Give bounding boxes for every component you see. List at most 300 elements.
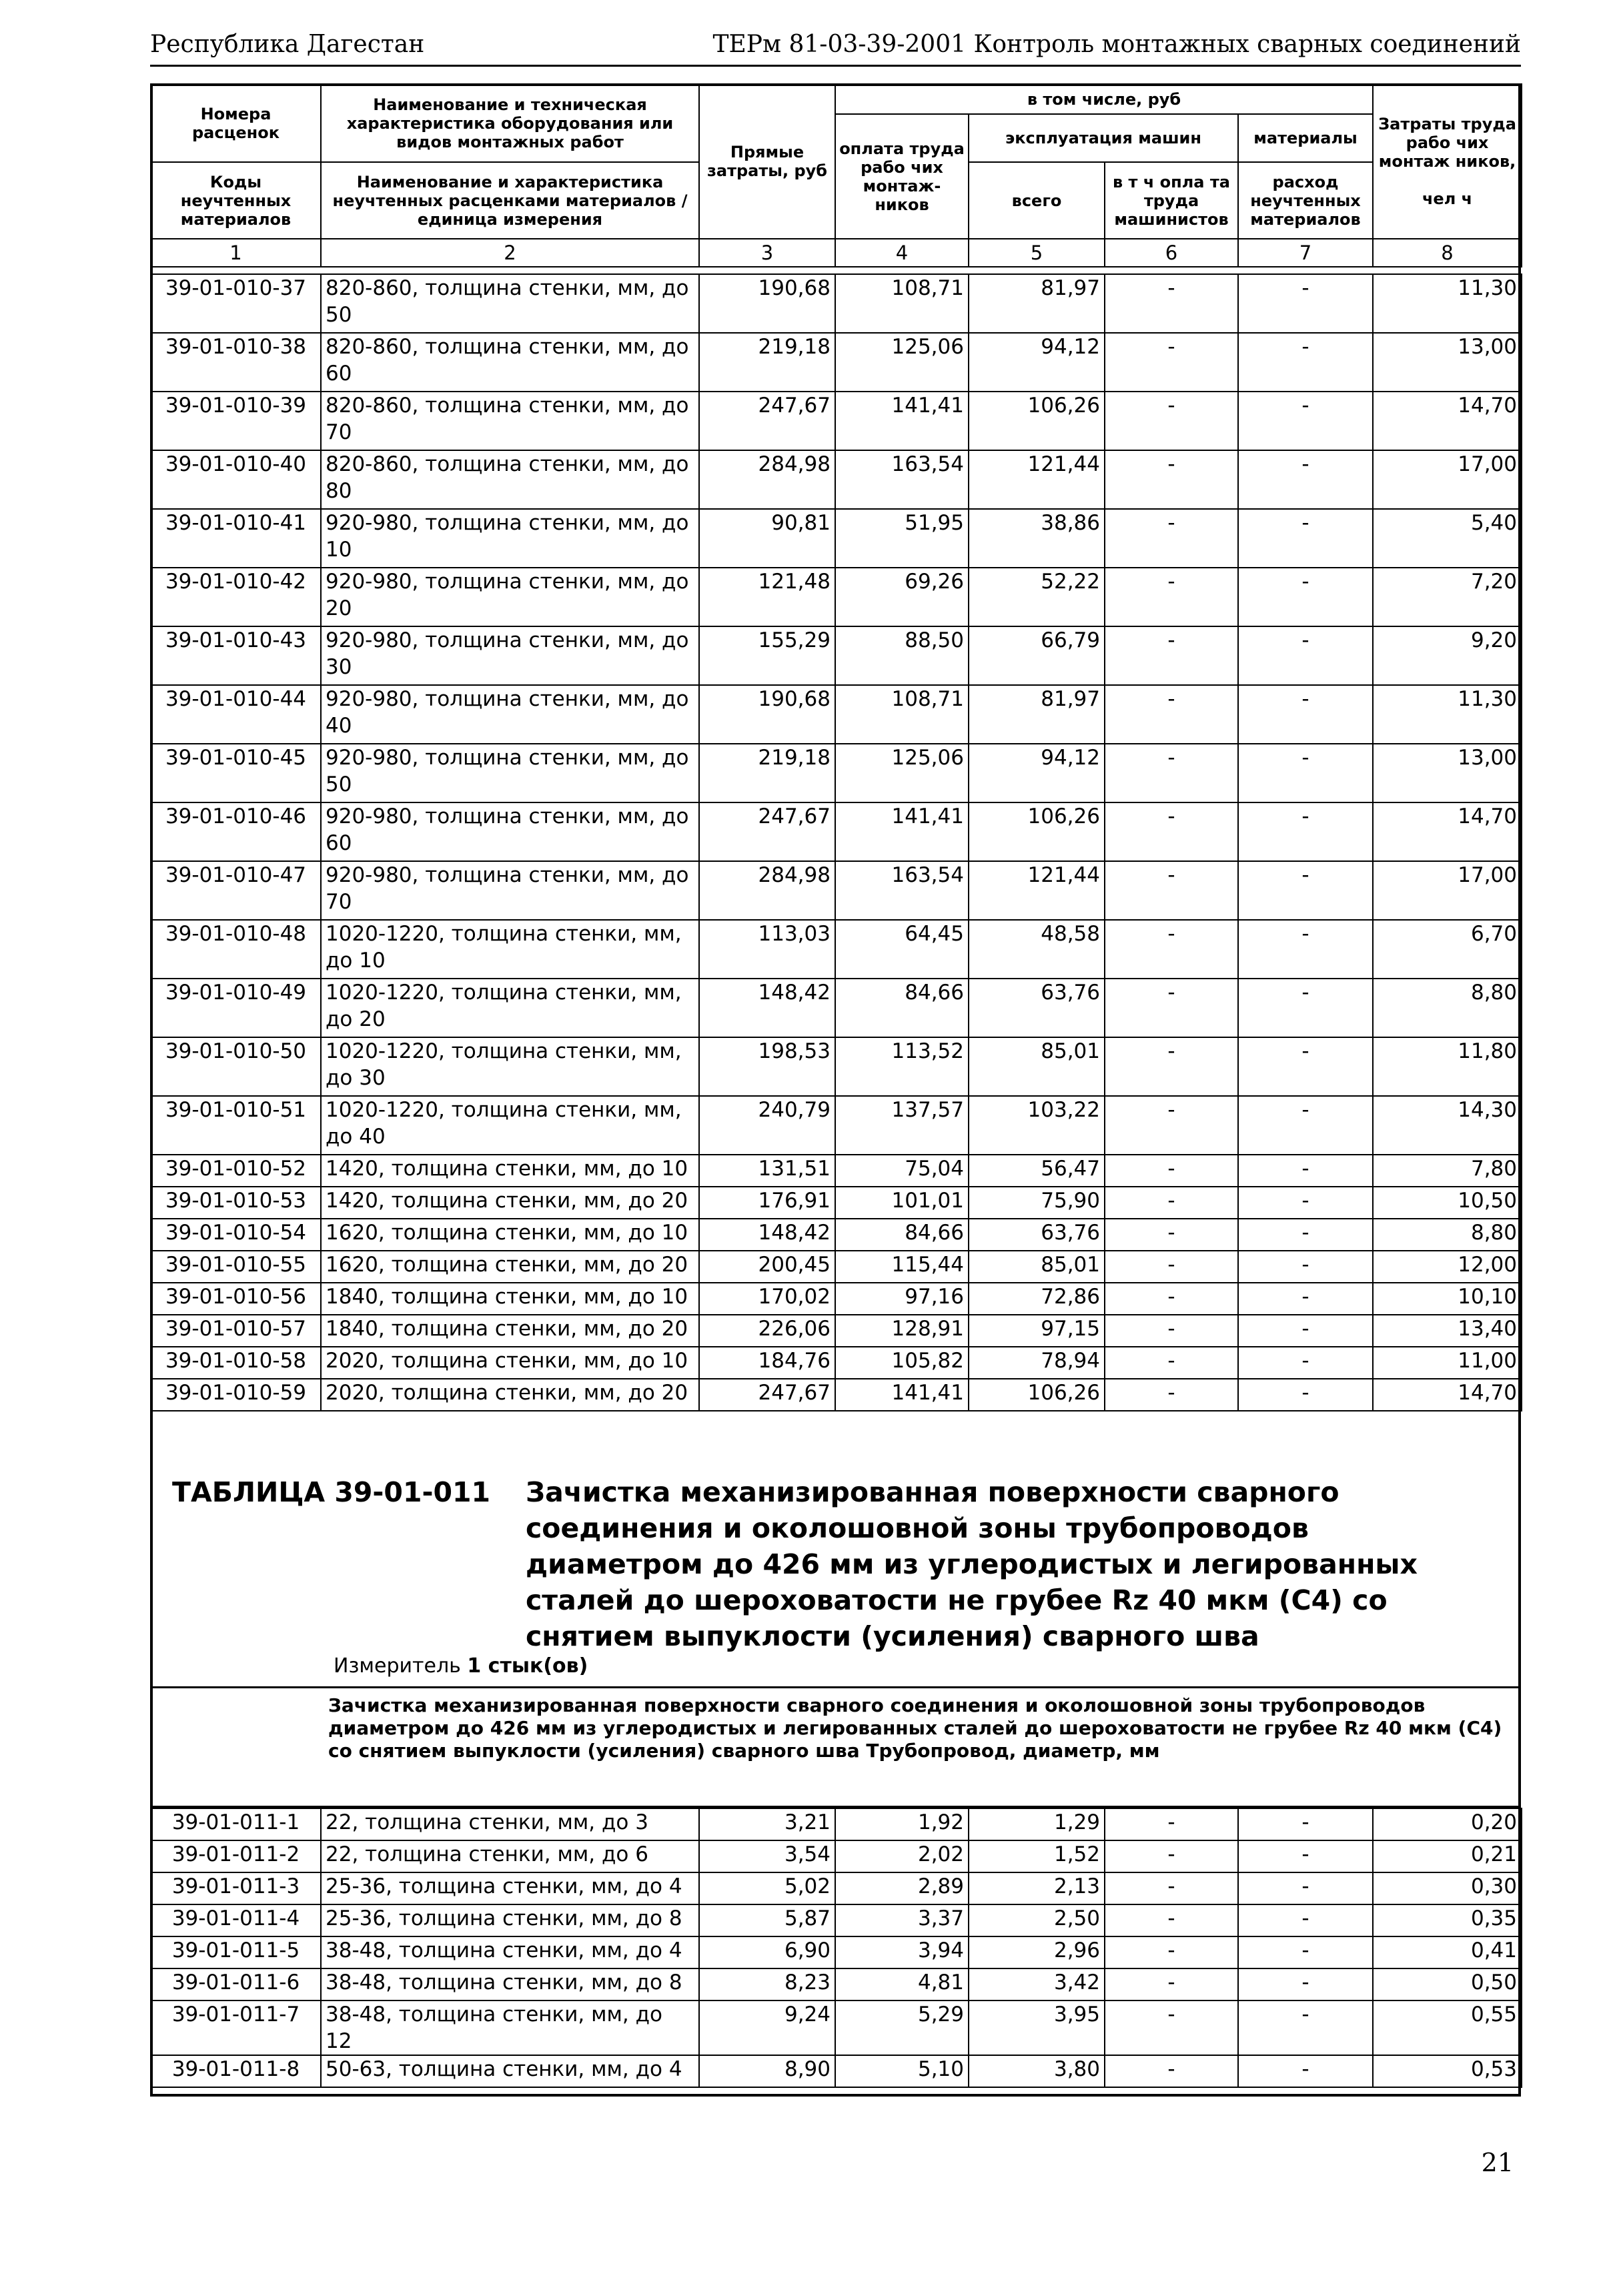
labor-costs: 10,10: [1373, 1283, 1522, 1315]
labor-costs: 11,30: [1373, 685, 1522, 744]
labor-costs: 0,21: [1373, 1840, 1522, 1872]
work-description: 1020-1220, толщина стенки, мм, до 40: [321, 1096, 699, 1155]
work-description: 1620, толщина стенки, мм, до 10: [321, 1219, 699, 1251]
work-description: 820-860, толщина стенки, мм, до 70: [321, 392, 699, 450]
direct-costs: 8,90: [699, 2055, 835, 2087]
work-description: 920-980, толщина стенки, мм, до 70: [321, 861, 699, 920]
worker-wages: 75,04: [835, 1155, 969, 1187]
worker-wages: 1,92: [835, 1808, 969, 1840]
header-machines: эксплуатация машин: [969, 114, 1238, 162]
rate-code: 39-01-010-40: [151, 450, 321, 509]
work-description: 1420, толщина стенки, мм, до 10: [321, 1155, 699, 1187]
worker-wages: 97,16: [835, 1283, 969, 1315]
worker-wages: 163,54: [835, 450, 969, 509]
materials-cost: -: [1238, 509, 1373, 568]
machine-costs: 75,90: [969, 1187, 1105, 1219]
table-row: [151, 1219, 1522, 1251]
machine-costs: 78,94: [969, 1347, 1105, 1379]
machine-costs: 1,52: [969, 1840, 1105, 1872]
machinist-wages: -: [1105, 392, 1238, 450]
labor-costs: 0,35: [1373, 1904, 1522, 1936]
header-direct-costs: Прямые затраты, руб: [699, 84, 835, 239]
rate-code: 39-01-010-48: [151, 920, 321, 979]
worker-wages: 64,45: [835, 920, 969, 979]
header-machinist-wages: в т ч опла та труда машинистов: [1105, 162, 1238, 239]
machine-costs: 103,22: [969, 1096, 1105, 1155]
machine-costs: 106,26: [969, 392, 1105, 450]
machinist-wages: -: [1105, 450, 1238, 509]
column-number: 3: [699, 239, 835, 267]
rate-code: 39-01-011-8: [151, 2055, 321, 2087]
labor-costs: 13,00: [1373, 744, 1522, 802]
worker-wages: 88,50: [835, 626, 969, 685]
worker-wages: 84,66: [835, 1219, 969, 1251]
machinist-wages: -: [1105, 1283, 1238, 1315]
table-011-label: ТАБЛИЦА 39-01-011: [172, 1476, 491, 1508]
rate-code: 39-01-011-5: [151, 1936, 321, 1968]
header-labor-costs: [1373, 84, 1522, 239]
work-description: 1840, толщина стенки, мм, до 10: [321, 1283, 699, 1315]
table-row: [151, 744, 1522, 802]
header-unaccounted-materials: расход неучтенных материалов: [1238, 162, 1373, 239]
worker-wages: 51,95: [835, 509, 969, 568]
direct-costs: 226,06: [699, 1315, 835, 1347]
rate-code: 39-01-011-4: [151, 1904, 321, 1936]
work-description: 22, толщина стенки, мм, до 3: [321, 1808, 699, 1840]
materials-cost: -: [1238, 861, 1373, 920]
machinist-wages: -: [1105, 1968, 1238, 2000]
table-row: [151, 333, 1522, 392]
materials-cost: -: [1238, 2000, 1373, 2055]
machine-costs: 106,26: [969, 1379, 1105, 1411]
rate-code: 39-01-010-37: [151, 274, 321, 333]
table-row: [151, 1251, 1522, 1283]
worker-wages: 5,10: [835, 2055, 969, 2087]
header-col2-top: Наименование и техническая характеристика оборудования или видов монтажных работ: [321, 84, 699, 162]
worker-wages: 84,66: [835, 979, 969, 1037]
table-row: [151, 1840, 1522, 1872]
header-col2-bottom: Наименование и характеристика неучтенных расценками материалов / единица измерения: [321, 162, 699, 239]
machinist-wages: -: [1105, 509, 1238, 568]
worker-wages: 2,89: [835, 1872, 969, 1904]
machine-costs: 3,80: [969, 2055, 1105, 2087]
machinist-wages: -: [1105, 2055, 1238, 2087]
direct-costs: 148,42: [699, 979, 835, 1037]
table-row: [151, 861, 1522, 920]
table-row: [151, 509, 1522, 568]
measure-value: 1 стык(ов): [467, 1654, 588, 1678]
worker-wages: 141,41: [835, 392, 969, 450]
machinist-wages: -: [1105, 1872, 1238, 1904]
work-description: 920-980, толщина стенки, мм, до 60: [321, 802, 699, 861]
header-labor-costs-text: Затраты труда рабо чих монтаж ников,: [1378, 115, 1516, 171]
table-row: [151, 1379, 1522, 1411]
machinist-wages: -: [1105, 626, 1238, 685]
machine-costs: 81,97: [969, 685, 1105, 744]
worker-wages: 3,37: [835, 1904, 969, 1936]
table-row: [151, 2055, 1522, 2087]
direct-costs: 6,90: [699, 1936, 835, 1968]
materials-cost: -: [1238, 1808, 1373, 1840]
rate-code: 39-01-011-6: [151, 1968, 321, 2000]
rates-table-010: [150, 273, 1522, 1411]
worker-wages: 163,54: [835, 861, 969, 920]
page-header: [150, 28, 1521, 67]
work-description: 1020-1220, толщина стенки, мм, до 10: [321, 920, 699, 979]
work-description: 820-860, толщина стенки, мм, до 60: [321, 333, 699, 392]
direct-costs: 155,29: [699, 626, 835, 685]
machinist-wages: -: [1105, 1808, 1238, 1840]
rate-code: 39-01-011-7: [151, 2000, 321, 2055]
table-row: [151, 1808, 1522, 1840]
rate-code: 39-01-010-44: [151, 685, 321, 744]
materials-cost: -: [1238, 920, 1373, 979]
rate-code: 39-01-010-57: [151, 1315, 321, 1347]
labor-costs: 17,00: [1373, 861, 1522, 920]
table-row: [151, 2000, 1522, 2055]
work-description: 820-860, толщина стенки, мм, до 50: [321, 274, 699, 333]
column-number: 1: [151, 239, 321, 267]
direct-costs: 184,76: [699, 1347, 835, 1379]
rate-code: 39-01-010-43: [151, 626, 321, 685]
worker-wages: 125,06: [835, 744, 969, 802]
work-description: 38-48, толщина стенки, мм, до 4: [321, 1936, 699, 1968]
direct-costs: 148,42: [699, 1219, 835, 1251]
rate-code: 39-01-010-53: [151, 1187, 321, 1219]
machine-costs: 121,44: [969, 450, 1105, 509]
column-number: 2: [321, 239, 699, 267]
materials-cost: -: [1238, 333, 1373, 392]
worker-wages: 3,94: [835, 1936, 969, 1968]
materials-cost: -: [1238, 1904, 1373, 1936]
direct-costs: 131,51: [699, 1155, 835, 1187]
machine-costs: 2,96: [969, 1936, 1105, 1968]
work-description: 38-48, толщина стенки, мм, до 8: [321, 1968, 699, 2000]
header-col1-bottom: Коды неучтенных материалов: [151, 162, 321, 239]
table-row: [151, 392, 1522, 450]
machine-costs: 94,12: [969, 744, 1105, 802]
machinist-wages: -: [1105, 1840, 1238, 1872]
machine-costs: 94,12: [969, 333, 1105, 392]
direct-costs: 200,45: [699, 1251, 835, 1283]
rate-code: 39-01-010-51: [151, 1096, 321, 1155]
direct-costs: 8,23: [699, 1968, 835, 2000]
column-number: 4: [835, 239, 969, 267]
machinist-wages: -: [1105, 274, 1238, 333]
labor-costs: 0,55: [1373, 2000, 1522, 2055]
machine-costs: 121,44: [969, 861, 1105, 920]
materials-cost: -: [1238, 979, 1373, 1037]
labor-costs: 17,00: [1373, 450, 1522, 509]
direct-costs: 3,21: [699, 1808, 835, 1840]
work-description: 50-63, толщина стенки, мм, до 4: [321, 2055, 699, 2087]
table-row: [151, 1968, 1522, 2000]
direct-costs: 240,79: [699, 1096, 835, 1155]
rate-code: 39-01-010-49: [151, 979, 321, 1037]
direct-costs: 219,18: [699, 333, 835, 392]
machinist-wages: -: [1105, 1936, 1238, 1968]
header-materials: материалы: [1238, 114, 1373, 162]
materials-cost: -: [1238, 685, 1373, 744]
table-row: [151, 1315, 1522, 1347]
machine-costs: 106,26: [969, 802, 1105, 861]
direct-costs: 247,67: [699, 802, 835, 861]
materials-cost: -: [1238, 2055, 1373, 2087]
table-header: [150, 83, 1522, 267]
direct-costs: 284,98: [699, 450, 835, 509]
machine-costs: 38,86: [969, 509, 1105, 568]
labor-costs: 0,53: [1373, 2055, 1522, 2087]
column-number: 5: [969, 239, 1105, 267]
labor-costs: 0,20: [1373, 1808, 1522, 1840]
worker-wages: 2,02: [835, 1840, 969, 1872]
materials-cost: -: [1238, 1155, 1373, 1187]
machine-costs: 52,22: [969, 568, 1105, 626]
materials-cost: -: [1238, 1187, 1373, 1219]
materials-cost: -: [1238, 392, 1373, 450]
work-description: 920-980, толщина стенки, мм, до 30: [321, 626, 699, 685]
machinist-wages: -: [1105, 861, 1238, 920]
table-row: [151, 450, 1522, 509]
table-row: [151, 1037, 1522, 1096]
direct-costs: 3,54: [699, 1840, 835, 1872]
machine-costs: 97,15: [969, 1315, 1105, 1347]
worker-wages: 113,52: [835, 1037, 969, 1096]
rate-code: 39-01-011-1: [151, 1808, 321, 1840]
worker-wages: 137,57: [835, 1096, 969, 1155]
machine-costs: 1,29: [969, 1808, 1105, 1840]
header-document-title: ТЕРм 81-03-39-2001 Контроль монтажных сварных соединений: [712, 31, 1521, 58]
direct-costs: 247,67: [699, 1379, 835, 1411]
machine-costs: 56,47: [969, 1155, 1105, 1187]
rate-code: 39-01-010-54: [151, 1219, 321, 1251]
labor-costs: 11,80: [1373, 1037, 1522, 1096]
labor-costs: 0,50: [1373, 1968, 1522, 2000]
machinist-wages: -: [1105, 979, 1238, 1037]
machinist-wages: -: [1105, 333, 1238, 392]
worker-wages: 141,41: [835, 802, 969, 861]
table-row: [151, 626, 1522, 685]
rate-code: 39-01-010-50: [151, 1037, 321, 1096]
machinist-wages: -: [1105, 1037, 1238, 1096]
worker-wages: 115,44: [835, 1251, 969, 1283]
rates-table-011: [150, 1808, 1522, 2088]
machine-costs: 63,76: [969, 979, 1105, 1037]
rate-code: 39-01-010-56: [151, 1283, 321, 1315]
table-row: [151, 1096, 1522, 1155]
materials-cost: -: [1238, 1219, 1373, 1251]
table-row: [151, 1904, 1522, 1936]
machinist-wages: -: [1105, 1379, 1238, 1411]
machinist-wages: -: [1105, 920, 1238, 979]
work-description: 1020-1220, толщина стенки, мм, до 30: [321, 1037, 699, 1096]
machine-costs: 2,50: [969, 1904, 1105, 1936]
labor-costs: 0,30: [1373, 1872, 1522, 1904]
rate-code: 39-01-010-41: [151, 509, 321, 568]
materials-cost: -: [1238, 568, 1373, 626]
machinist-wages: -: [1105, 802, 1238, 861]
worker-wages: 4,81: [835, 1968, 969, 2000]
machine-costs: 2,13: [969, 1872, 1105, 1904]
header-region: Республика Дагестан: [150, 31, 425, 58]
direct-costs: 247,67: [699, 392, 835, 450]
direct-costs: 176,91: [699, 1187, 835, 1219]
materials-cost: -: [1238, 1379, 1373, 1411]
labor-costs: 6,70: [1373, 920, 1522, 979]
work-description: 920-980, толщина стенки, мм, до 20: [321, 568, 699, 626]
worker-wages: 141,41: [835, 1379, 969, 1411]
work-description: 1420, толщина стенки, мм, до 20: [321, 1187, 699, 1219]
labor-costs: 7,20: [1373, 568, 1522, 626]
machinist-wages: -: [1105, 568, 1238, 626]
labor-costs: 8,80: [1373, 1219, 1522, 1251]
materials-cost: -: [1238, 1096, 1373, 1155]
machinist-wages: -: [1105, 1347, 1238, 1379]
table-row: [151, 1872, 1522, 1904]
materials-cost: -: [1238, 1283, 1373, 1315]
labor-costs: 14,70: [1373, 802, 1522, 861]
direct-costs: 9,24: [699, 2000, 835, 2055]
direct-costs: 219,18: [699, 744, 835, 802]
direct-costs: 284,98: [699, 861, 835, 920]
worker-wages: 125,06: [835, 333, 969, 392]
direct-costs: 90,81: [699, 509, 835, 568]
table-row: [151, 1347, 1522, 1379]
labor-costs: 11,30: [1373, 274, 1522, 333]
materials-cost: -: [1238, 274, 1373, 333]
machine-costs: 72,86: [969, 1283, 1105, 1315]
direct-costs: 5,02: [699, 1872, 835, 1904]
rate-code: 39-01-010-38: [151, 333, 321, 392]
machinist-wages: -: [1105, 1251, 1238, 1283]
section-caption: Зачистка механизированная поверхности сварного соединения и околошовной зоны трубопроводов диаметром до 426 мм из углеродистых и легированных сталей до шероховатости не грубее Rz 40 мкм (С4) со снятием выпуклости (усиления) сварного шва Трубопровод, диаметр, мм: [328, 1694, 1502, 1762]
header-col1-top: Номера расценок: [151, 84, 321, 162]
machine-costs: 3,42: [969, 1968, 1105, 2000]
rate-code: 39-01-011-3: [151, 1872, 321, 1904]
labor-costs: 10,50: [1373, 1187, 1522, 1219]
labor-costs: 8,80: [1373, 979, 1522, 1037]
work-description: 920-980, толщина стенки, мм, до 40: [321, 685, 699, 744]
machinist-wages: -: [1105, 1187, 1238, 1219]
worker-wages: 5,29: [835, 2000, 969, 2055]
column-number: 8: [1373, 239, 1522, 267]
labor-costs: 13,00: [1373, 333, 1522, 392]
materials-cost: -: [1238, 1037, 1373, 1096]
labor-costs: 13,40: [1373, 1315, 1522, 1347]
machinist-wages: -: [1105, 1904, 1238, 1936]
table-row: [151, 1936, 1522, 1968]
column-number: 7: [1238, 239, 1373, 267]
worker-wages: 69,26: [835, 568, 969, 626]
direct-costs: 198,53: [699, 1037, 835, 1096]
machinist-wages: -: [1105, 2000, 1238, 2055]
work-description: 25-36, толщина стенки, мм, до 8: [321, 1904, 699, 1936]
labor-costs: 11,00: [1373, 1347, 1522, 1379]
machine-costs: 3,95: [969, 2000, 1105, 2055]
machinist-wages: -: [1105, 744, 1238, 802]
table-row: [151, 568, 1522, 626]
work-description: 1620, толщина стенки, мм, до 20: [321, 1251, 699, 1283]
work-description: 920-980, толщина стенки, мм, до 10: [321, 509, 699, 568]
machinist-wages: -: [1105, 1155, 1238, 1187]
table-row: [151, 1187, 1522, 1219]
materials-cost: -: [1238, 802, 1373, 861]
direct-costs: 190,68: [699, 685, 835, 744]
machinist-wages: -: [1105, 1096, 1238, 1155]
direct-costs: 5,87: [699, 1904, 835, 1936]
rate-code: 39-01-010-52: [151, 1155, 321, 1187]
work-description: 38-48, толщина стенки, мм, до 12: [321, 2000, 699, 2055]
labor-costs: 14,70: [1373, 1379, 1522, 1411]
table-row: [151, 685, 1522, 744]
section-divider: [150, 1686, 1521, 1688]
direct-costs: 170,02: [699, 1283, 835, 1315]
direct-costs: 190,68: [699, 274, 835, 333]
labor-costs: 14,30: [1373, 1096, 1522, 1155]
rate-code: 39-01-010-59: [151, 1379, 321, 1411]
materials-cost: -: [1238, 450, 1373, 509]
direct-costs: 121,48: [699, 568, 835, 626]
rate-code: 39-01-010-47: [151, 861, 321, 920]
machine-costs: 66,79: [969, 626, 1105, 685]
materials-cost: -: [1238, 744, 1373, 802]
direct-costs: 113,03: [699, 920, 835, 979]
rate-code: 39-01-010-58: [151, 1347, 321, 1379]
header-machines-total: всего: [969, 162, 1105, 239]
labor-costs: 9,20: [1373, 626, 1522, 685]
table-011-title-text: Зачистка механизированная поверхности сварного соединения и околошовной зоны трубопроводов диаметром до 426 мм из углеродистых и легированных сталей до шероховатости не грубее Rz 40 мкм (С4) со снятием выпуклости (усиления) сварного шва: [526, 1476, 1418, 1652]
table-row: [151, 979, 1522, 1037]
materials-cost: -: [1238, 1251, 1373, 1283]
labor-costs: 12,00: [1373, 1251, 1522, 1283]
measure-label: Измеритель: [334, 1654, 461, 1678]
machinist-wages: -: [1105, 685, 1238, 744]
column-number: 6: [1105, 239, 1238, 267]
machine-costs: 48,58: [969, 920, 1105, 979]
page-number: 21: [1481, 2148, 1514, 2177]
materials-cost: -: [1238, 1968, 1373, 2000]
table-row: [151, 802, 1522, 861]
machinist-wages: -: [1105, 1219, 1238, 1251]
table-row: [151, 274, 1522, 333]
rate-code: 39-01-010-45: [151, 744, 321, 802]
table-row: [151, 920, 1522, 979]
materials-cost: -: [1238, 626, 1373, 685]
work-description: 1840, толщина стенки, мм, до 20: [321, 1315, 699, 1347]
rate-code: 39-01-010-42: [151, 568, 321, 626]
work-description: 2020, толщина стенки, мм, до 20: [321, 1379, 699, 1411]
labor-costs: 7,80: [1373, 1155, 1522, 1187]
materials-cost: -: [1238, 1347, 1373, 1379]
machine-costs: 81,97: [969, 274, 1105, 333]
machine-costs: 85,01: [969, 1251, 1105, 1283]
work-description: 920-980, толщина стенки, мм, до 50: [321, 744, 699, 802]
worker-wages: 128,91: [835, 1315, 969, 1347]
header-wages: оплата труда рабо чих монтаж-ников: [835, 114, 969, 239]
worker-wages: 108,71: [835, 685, 969, 744]
labor-costs: 0,41: [1373, 1936, 1522, 1968]
materials-cost: -: [1238, 1315, 1373, 1347]
worker-wages: 101,01: [835, 1187, 969, 1219]
machine-costs: 63,76: [969, 1219, 1105, 1251]
column-numbers-row: [151, 239, 1522, 267]
materials-cost: -: [1238, 1936, 1373, 1968]
work-description: 2020, толщина стенки, мм, до 10: [321, 1347, 699, 1379]
work-description: 1020-1220, толщина стенки, мм, до 20: [321, 979, 699, 1037]
materials-cost: -: [1238, 1840, 1373, 1872]
rate-code: 39-01-011-2: [151, 1840, 321, 1872]
work-description: 22, толщина стенки, мм, до 6: [321, 1840, 699, 1872]
